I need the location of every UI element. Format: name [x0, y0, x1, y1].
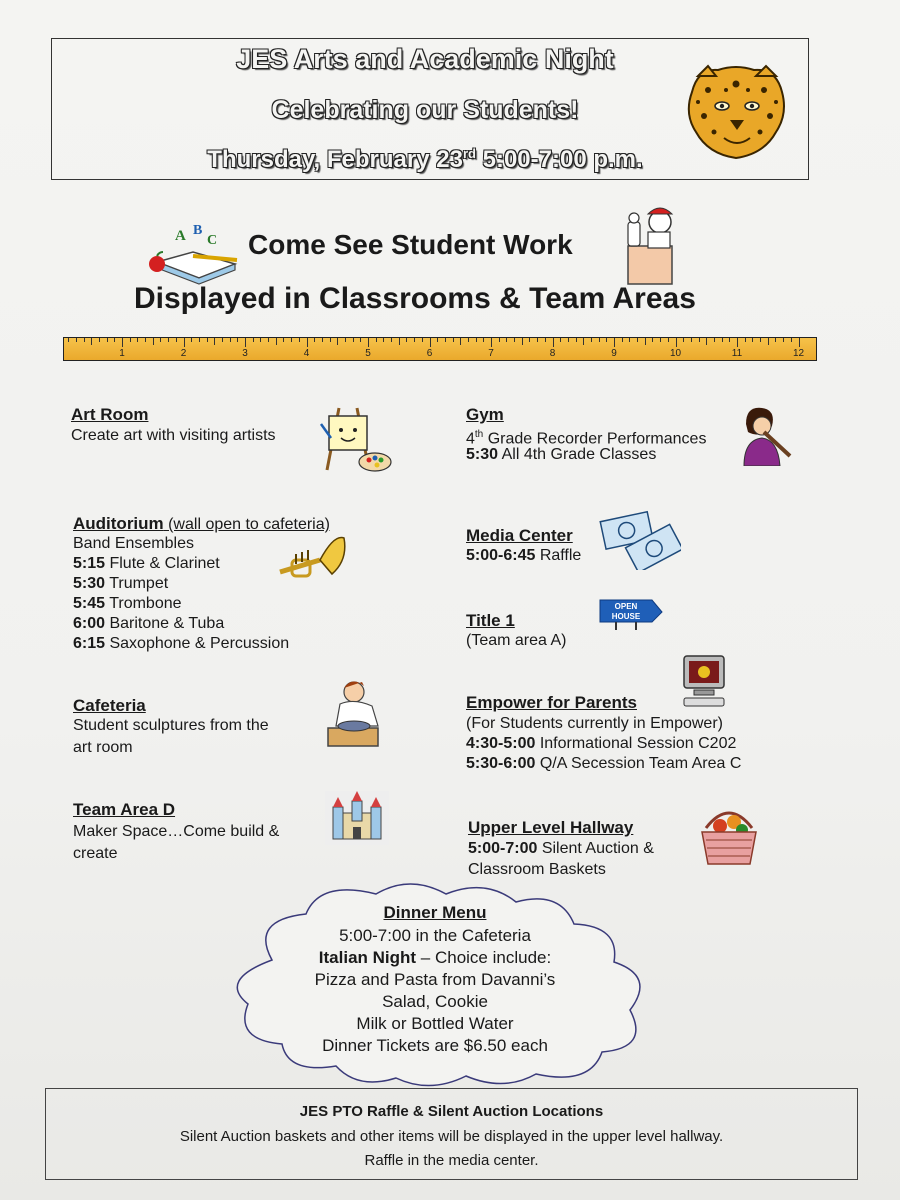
team-area-d-text-2: create	[73, 845, 118, 862]
ruler-number: 10	[669, 348, 682, 359]
ruler-tick	[214, 338, 215, 345]
auditorium-schedule-item	[73, 574, 168, 594]
ruler-tick	[268, 338, 269, 342]
empower-intro: (For Students currently in Empower)	[466, 715, 723, 732]
ruler-tick	[652, 338, 653, 342]
ruler-tick	[645, 338, 646, 345]
team-area-d-text-1: Maker Space…Come build &	[73, 823, 280, 840]
event-date-suffix: 5:00-7:00 p.m.	[475, 146, 643, 173]
dinner-title: Dinner Menu	[383, 903, 487, 922]
art-room-text: Create art with visiting artists	[71, 427, 276, 444]
ruler-tick	[760, 338, 761, 342]
media-center-text	[466, 546, 581, 566]
gift-basket-icon	[696, 804, 762, 866]
auditorium-title-text: Auditorium	[73, 514, 164, 533]
ruler-tick	[660, 338, 661, 342]
schedule-event: Flute & Clarinet	[105, 555, 220, 572]
ruler-tick	[737, 338, 738, 347]
ruler-tick	[245, 338, 246, 347]
auditorium-schedule-item	[73, 594, 182, 614]
team-area-d-title: Team Area D	[73, 800, 176, 819]
ruler-tick	[283, 338, 284, 342]
ruler-tick	[668, 338, 669, 342]
schedule-event: Informational Session C202	[535, 735, 737, 752]
ruler-tick	[299, 338, 300, 342]
schedule-time: 5:30	[73, 575, 106, 592]
ruler-tick	[145, 338, 146, 342]
ruler-tick	[399, 338, 400, 345]
ruler-tick	[514, 338, 515, 342]
headline-line-2: Displayed in Classrooms & Team Areas	[134, 282, 696, 315]
footer-line-1: Silent Auction baskets and other items will be displayed in the upper level hallway.	[179, 1128, 724, 1145]
headline-line-1: Come See Student Work	[248, 229, 573, 260]
dinner-item: Salad, Cookie	[382, 992, 488, 1011]
ruler-tick	[307, 338, 308, 347]
ruler-tick	[130, 338, 131, 342]
ruler-tick	[199, 338, 200, 342]
dinner-theme	[255, 948, 615, 968]
ruler-tick	[91, 338, 92, 345]
ruler-number: 5	[365, 348, 371, 359]
ruler-tick	[468, 338, 469, 342]
dinner-item: Pizza and Pasta from Davanni’s	[314, 970, 556, 989]
open-house-line-2: HOUSE	[611, 612, 641, 621]
schedule-event: Baritone & Tuba	[105, 615, 225, 632]
ruler-tick	[499, 338, 500, 342]
schedule-time: 5:00-7:00	[468, 840, 538, 857]
dinner-theme-name: Italian Night	[318, 948, 417, 967]
ruler-tick	[745, 338, 746, 342]
ruler-tick	[153, 338, 154, 345]
schedule-event: All 4th Grade Classes	[498, 446, 657, 463]
cafeteria-title: Cafeteria	[73, 696, 146, 715]
dinner-item: Milk or Bottled Water	[356, 1014, 514, 1033]
ruler-tick	[614, 338, 615, 347]
event-date	[145, 146, 705, 174]
ruler-tick	[191, 338, 192, 342]
ruler-number: 12	[792, 348, 805, 359]
ruler-tick	[706, 338, 707, 345]
ruler-tick	[414, 338, 415, 342]
recorder-player-icon	[738, 404, 794, 466]
event-title: JES Arts and Academic Night	[236, 44, 614, 74]
empower-schedule-item	[466, 754, 741, 774]
ruler-tick	[376, 338, 377, 342]
ruler-number: 2	[180, 348, 187, 359]
ruler-tick	[683, 338, 684, 342]
ruler-tick	[768, 338, 769, 345]
ruler-tick	[629, 338, 630, 342]
schedule-time: 6:15	[73, 635, 106, 652]
jaguar-mascot-icon	[684, 62, 788, 160]
cafeteria-text-2: art room	[73, 739, 133, 756]
ruler-number: 1	[119, 348, 125, 359]
raffle-tickets-icon	[599, 508, 681, 570]
title-1-title: Title 1	[466, 611, 515, 630]
auditorium-intro: Band Ensembles	[73, 535, 194, 552]
ruler-tick	[68, 338, 69, 342]
ruler-tick	[553, 338, 554, 347]
ruler-tick	[137, 338, 138, 342]
ruler-tick	[729, 338, 730, 342]
svg-text:A: A	[175, 228, 186, 244]
ruler-tick	[676, 338, 677, 347]
ruler-tick	[483, 338, 484, 342]
ruler-tick	[276, 338, 277, 345]
ruler-tick	[529, 338, 530, 342]
ruler-tick	[722, 338, 723, 342]
ruler-tick	[184, 338, 185, 347]
schedule-event: Trumpet	[105, 575, 169, 592]
ruler-tick	[368, 338, 369, 347]
ruler-tick	[545, 338, 546, 342]
ruler-tick	[168, 338, 169, 342]
ruler-tick	[637, 338, 638, 342]
auditorium-note: (wall open to cafeteria)	[163, 516, 330, 533]
gym-title: Gym	[466, 405, 504, 424]
trumpet-icon	[276, 530, 348, 588]
footer-title: JES PTO Raffle & Silent Auction Locations	[299, 1103, 604, 1120]
ruler-tick	[84, 338, 85, 342]
ruler-tick	[691, 338, 692, 342]
auditorium-schedule-item	[73, 634, 289, 654]
dinner-theme-rest: – Choice include:	[416, 948, 552, 967]
ruler-tick	[122, 338, 123, 347]
gym-performance: Grade Recorder Performances	[483, 430, 707, 448]
upper-hallway-text-2: Classroom Baskets	[468, 861, 606, 878]
auditorium-schedule-item	[73, 614, 224, 634]
ruler-number: 9	[611, 348, 617, 359]
ruler-tick	[391, 338, 392, 342]
ruler-tick	[599, 338, 600, 342]
ruler-tick	[791, 338, 792, 342]
schedule-time: 4:30-5:00	[466, 735, 536, 752]
ruler-tick	[606, 338, 607, 342]
ruler-number: 3	[242, 348, 248, 359]
gym-grade-sup: th	[474, 429, 484, 440]
schedule-event: Saxophone & Percussion	[105, 635, 290, 652]
gym-text-2	[466, 445, 656, 465]
cafeteria-text-1: Student sculptures from the	[73, 717, 269, 734]
ruler-tick	[622, 338, 623, 342]
ruler-tick	[576, 338, 577, 342]
ruler-tick	[107, 338, 108, 342]
schedule-event: Q/A Secession Team Area C	[535, 755, 742, 772]
ruler-tick	[591, 338, 592, 342]
schedule-time: 5:45	[73, 595, 106, 612]
ruler-number: 4	[303, 348, 310, 359]
ruler-tick	[406, 338, 407, 342]
dinner-price: Dinner Tickets are $6.50 each	[322, 1036, 548, 1055]
ruler-tick	[560, 338, 561, 342]
computer-icon	[680, 654, 730, 708]
svg-text:C: C	[207, 233, 218, 248]
dinner-time-place: 5:00-7:00 in the Cafeteria	[339, 926, 531, 945]
schedule-time: 6:00	[73, 615, 106, 632]
schedule-event: Silent Auction &	[537, 840, 654, 857]
ruler-number: 8	[549, 348, 556, 359]
ruler-tick	[360, 338, 361, 342]
ruler-tick	[491, 338, 492, 347]
schedule-time: 5:00-6:45	[466, 547, 536, 564]
open-house-line-1: OPEN	[614, 602, 638, 611]
ruler-tick	[322, 338, 323, 342]
auditorium-schedule-item	[73, 554, 220, 574]
ruler-tick	[453, 338, 454, 342]
ruler-tick	[114, 338, 115, 342]
empower-schedule-item	[466, 734, 736, 754]
ruler-tick	[460, 338, 461, 345]
sculptor-icon	[322, 676, 392, 748]
ruler-tick	[353, 338, 354, 342]
art-easel-icon	[317, 402, 393, 474]
ruler-tick	[775, 338, 776, 342]
art-room-title: Art Room	[71, 405, 149, 424]
schedule-time: 5:30-6:00	[466, 755, 536, 772]
ruler-tick	[445, 338, 446, 342]
ruler-tick	[99, 338, 100, 342]
ruler-tick	[314, 338, 315, 342]
castle-icon	[325, 791, 389, 845]
ruler-tick	[799, 338, 800, 347]
title-1-text: (Team area A)	[466, 632, 567, 649]
ruler-number: 6	[426, 348, 433, 359]
ruler-tick	[345, 338, 346, 342]
ruler-tick	[76, 338, 77, 342]
ruler-tick	[383, 338, 384, 342]
svg-text:B: B	[193, 223, 203, 238]
upper-hallway-title: Upper Level Hallway	[468, 818, 634, 837]
ruler-tick	[522, 338, 523, 345]
ruler-tick	[253, 338, 254, 342]
ruler-tick	[207, 338, 208, 342]
upper-hallway-text-1	[468, 839, 654, 859]
ruler-tick	[714, 338, 715, 342]
media-center-title: Media Center	[466, 526, 573, 545]
footer-line-2: Raffle in the media center.	[364, 1152, 539, 1169]
gym-grade: 4	[466, 430, 475, 448]
ruler-tick	[583, 338, 584, 345]
ruler-tick	[160, 338, 161, 342]
ruler-tick	[337, 338, 338, 345]
ruler-tick	[430, 338, 431, 347]
schedule-event: Trombone	[105, 595, 182, 612]
ruler-tick	[699, 338, 700, 342]
event-subtitle: Celebrating our Students!	[271, 96, 579, 124]
ruler-tick	[476, 338, 477, 342]
ruler-tick	[506, 338, 507, 342]
schedule-event: Raffle	[535, 547, 582, 564]
ruler-tick	[752, 338, 753, 342]
schedule-time: 5:30	[466, 446, 499, 463]
event-date-prefix: Thursday, February 23	[207, 146, 463, 173]
event-date-sup: rd	[462, 146, 476, 161]
ruler-tick	[260, 338, 261, 342]
schedule-time: 5:15	[73, 555, 106, 572]
ruler-tick	[568, 338, 569, 342]
ruler-tick	[437, 338, 438, 342]
ruler-number: 11	[731, 348, 743, 359]
ruler-tick	[237, 338, 238, 342]
ruler-number: 7	[488, 348, 494, 359]
abc-book-icon	[143, 222, 239, 290]
ruler-tick	[537, 338, 538, 342]
student-desk-icon	[622, 202, 678, 288]
ruler-tick	[230, 338, 231, 342]
ruler-tick	[783, 338, 784, 342]
ruler-tick	[291, 338, 292, 342]
ruler-tick	[422, 338, 423, 342]
ruler-divider	[63, 337, 817, 361]
ruler-tick	[330, 338, 331, 342]
ruler-tick	[176, 338, 177, 342]
open-house-sign-icon	[596, 598, 664, 630]
empower-title: Empower for Parents	[466, 693, 637, 712]
ruler-tick	[222, 338, 223, 342]
